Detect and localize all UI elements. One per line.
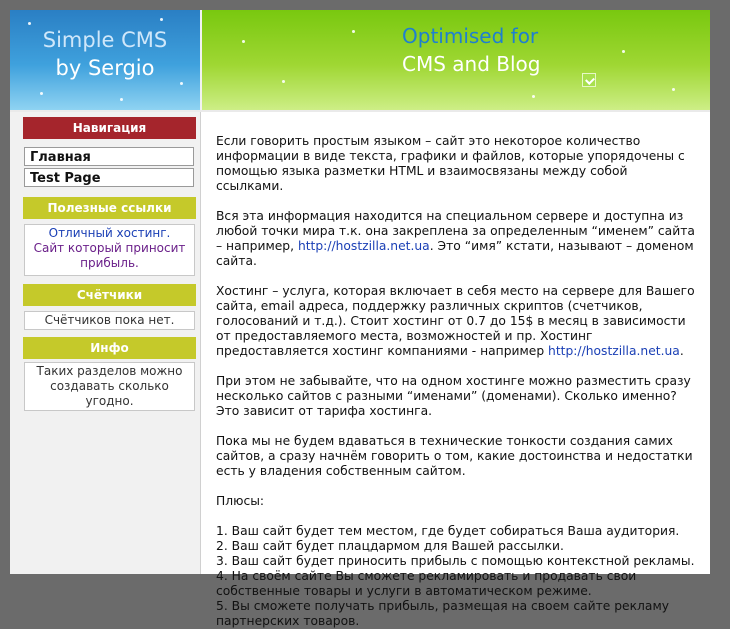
paragraph-2 [216,209,698,269]
check-icon[interactable] [582,73,596,87]
paragraph-5: Пока мы не будем вдаваться в технические тонкости создания самих сайтов, а сразу начнём говорить о том, какие достоинства и недостатки есть у владения собственным сайтом. [216,434,693,478]
sparkle-decoration [282,80,285,83]
sparkle-decoration [28,22,31,25]
counters-title: Счётчики [23,284,196,306]
info-box: Таких разделов можно создавать сколько угодно. [24,362,195,411]
paragraph-2-text: Вся эта информация находится на специальном сервере и доступна из любой точки мира т.к. она закреплена за определенным “именем” сайта – например, [216,209,695,253]
paragraph-3 [216,284,698,359]
link-hosting[interactable]: Отличный хостинг. [48,226,171,240]
useful-links-title: Полезные ссылки [23,197,196,219]
paragraph-3-text: Хостинг – услуга, которая включает в себя место на сервере для Вашего сайта, email адреса, поддержку различных скриптов (счетчиков, голосований и т.д.). Стоит хостинг от 0.7 до 15$ в месяц в зависимости от предоставляемого места, возможностей и пр. Хостинг предоставляется хостинг компаниями - например [216,284,695,358]
useful-links-box [24,224,195,276]
nav-item-home[interactable]: Главная [24,147,194,166]
counters-box: Счётчиков пока нет. [24,311,195,330]
paragraph-2-text-end: . Это “имя” кстати, называют – доменом сайта. [216,239,694,268]
sparkle-decoration [160,18,163,21]
list-item: 1. Ваш сайт будет тем местом, где будет собираться Ваша аудитория. [216,524,680,538]
list-item: 4. На своём сайте Вы сможете рекламировать и продавать свои собственные товары и услуги в автоматическом режиме. [216,569,637,598]
sparkle-decoration [532,95,535,98]
hostzilla-link[interactable]: http://hostzilla.net.ua [297,239,430,253]
list-item: 3. Ваш сайт будет приносить прибыль с помощью контекстной рекламы. [216,554,695,568]
header-logo[interactable] [10,10,200,110]
nav-item-test-page[interactable]: Test Page [24,168,194,187]
slogan-line2: CMS and Blog [402,52,541,76]
sparkle-decoration [242,40,245,43]
site-title-line2: by Sergio [55,56,155,80]
info-title: Инфо [23,337,196,359]
slogan-line1: Optimised for [402,24,539,48]
pros-title: Плюсы: [216,494,265,508]
site-title-line1: Simple CMS [42,28,168,52]
paragraph-4: При этом не забывайте, что на одном хостинге можно разместить сразу несколько сайтов с разными “именами” (доменами). Сколько именно? Это зависит от тарифа хостинга. [216,374,691,418]
link-profit-site[interactable]: Сайт который приносит прибыль. [33,241,186,270]
paragraph-3-text-end: . [679,344,684,358]
paragraph-1: Если говорить простым языком – сайт это некоторое количество информации в виде текста, графики и файлов, которые упорядочены с помощью языка разметки HTML и взаимосвязаны между собой ссылками. [216,134,685,193]
sidebar-border [200,112,201,574]
sparkle-decoration [180,82,183,85]
sparkle-decoration [622,50,625,53]
nav-title: Навигация [23,117,196,139]
main-content [216,134,698,629]
sparkle-decoration [672,88,675,91]
sparkle-decoration [352,30,355,33]
page [10,10,710,628]
list-item: 5. Вы сможете получать прибыль, размещая на своем сайте рекламу партнерских товаров. [216,599,669,628]
pros-list [216,524,698,629]
hostzilla-link[interactable]: http://hostzilla.net.ua [548,344,680,358]
sparkle-decoration [40,92,43,95]
list-item: 2. Ваш сайт будет плацдармом для Вашей рассылки. [216,539,564,553]
header-banner [202,10,710,110]
sparkle-decoration [120,98,123,101]
sidebar [10,112,200,574]
